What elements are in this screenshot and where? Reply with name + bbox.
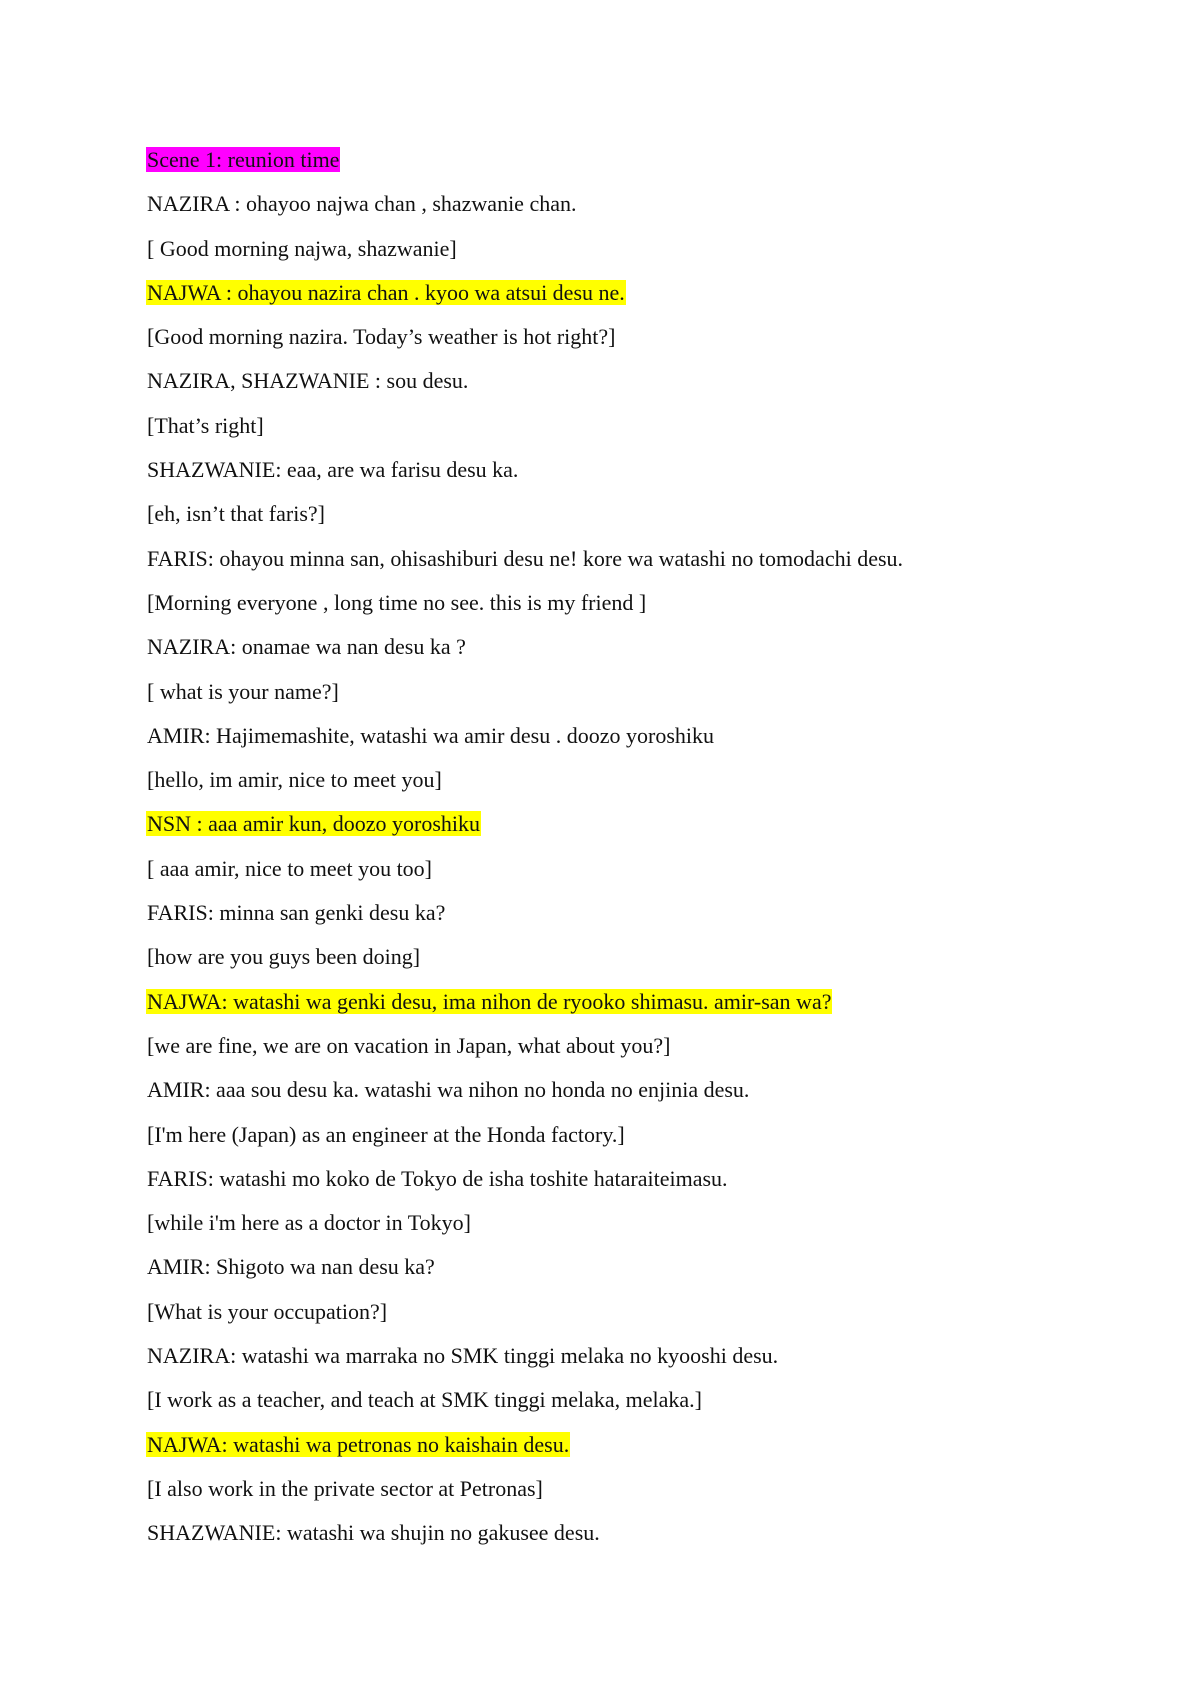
script-line-text: SHAZWANIE: watashi wa shujin no gakusee desu. <box>147 1520 600 1546</box>
script-line <box>146 1430 1106 1474</box>
script-line <box>146 942 1106 986</box>
script-line <box>146 588 1106 632</box>
script-line-text: [we are fine, we are on vacation in Japan, what about you?] <box>147 1032 671 1058</box>
script-line <box>146 898 1106 942</box>
script-line-text: NSN : aaa amir kun, doozo yoroshiku <box>147 811 480 837</box>
scene-heading <box>146 145 1106 189</box>
script-line <box>146 366 1106 410</box>
script-line-text: NAZIRA: onamae wa nan desu ka ? <box>147 634 466 660</box>
script-line-text: NAZIRA: watashi wa marraka no SMK tinggi melaka no kyooshi desu. <box>147 1343 779 1369</box>
script-line-text: NAZIRA, SHAZWANIE : sou desu. <box>147 368 469 394</box>
script-line <box>146 1031 1106 1075</box>
script-line-text: [how are you guys been doing] <box>147 944 421 970</box>
script-line-text: [I also work in the private sector at Petronas] <box>147 1475 543 1501</box>
script-line <box>146 721 1106 765</box>
script-line-text: [Good morning nazira. Today’s weather is hot right?] <box>147 324 616 350</box>
script-line <box>146 854 1106 898</box>
script-line-text: FARIS: minna san genki desu ka? <box>147 900 446 926</box>
script-line-text: [I'm here (Japan) as an engineer at the Honda factory.] <box>147 1121 625 1147</box>
script-line <box>146 809 1106 853</box>
script-line <box>146 1385 1106 1429</box>
script-line <box>146 1252 1106 1296</box>
script-line <box>146 1164 1106 1208</box>
script-line-text: SHAZWANIE: eaa, are wa farisu desu ka. <box>147 457 519 483</box>
script-line <box>146 322 1106 366</box>
script-line <box>146 1208 1106 1252</box>
script-line-text: FARIS: watashi mo koko de Tokyo de isha toshite hataraiteimasu. <box>147 1165 728 1191</box>
script-line-text: NAJWA: watashi wa genki desu, ima nihon de ryooko shimasu. amir-san wa? <box>147 988 832 1014</box>
script-line-text: [I work as a teacher, and teach at SMK tinggi melaka, melaka.] <box>147 1387 703 1413</box>
script-line <box>146 632 1106 676</box>
script-line <box>146 1120 1106 1164</box>
script-line <box>146 1297 1106 1341</box>
script-line-text: AMIR: aaa sou desu ka. watashi wa nihon no honda no enjinia desu. <box>147 1077 750 1103</box>
script-line-text: [ what is your name?] <box>147 678 339 704</box>
script-line <box>146 234 1106 278</box>
script-line <box>146 1075 1106 1119</box>
script-line-text: FARIS: ohayou minna san, ohisashiburi desu ne! kore wa watashi no tomodachi desu. <box>147 545 904 571</box>
script-line <box>146 677 1106 721</box>
script-line <box>146 765 1106 809</box>
script-line-text: [That’s right] <box>147 412 264 438</box>
script-line <box>146 1341 1106 1385</box>
script-line <box>146 499 1106 543</box>
script-line-text: AMIR: Hajimemashite, watashi wa amir desu . doozo yoroshiku <box>147 722 715 748</box>
script-line-text: [Morning everyone , long time no see. this is my friend ] <box>147 589 647 615</box>
script-line-text: NAJWA: watashi wa petronas no kaishain desu. <box>147 1431 570 1457</box>
script-line <box>146 278 1106 322</box>
scene-heading-text: Scene 1: reunion time <box>147 147 340 172</box>
script-line <box>146 544 1106 588</box>
script-line <box>146 455 1106 499</box>
script-line <box>146 411 1106 455</box>
script-line <box>146 1474 1106 1518</box>
script-line <box>146 1518 1106 1562</box>
script-line-text: AMIR: Shigoto wa nan desu ka? <box>147 1254 435 1280</box>
script-line-text: NAZIRA : ohayoo najwa chan , shazwanie chan. <box>147 191 577 217</box>
script-line-text: [while i'm here as a doctor in Tokyo] <box>147 1210 471 1236</box>
script-line-text: NAJWA : ohayou nazira chan . kyoo wa atsui desu ne. <box>147 279 625 305</box>
script-line-text: [ Good morning najwa, shazwanie] <box>147 235 457 261</box>
script-line-text: [hello, im amir, nice to meet you] <box>147 767 442 793</box>
script-line-text: [eh, isn’t that faris?] <box>147 501 325 527</box>
script-line-text: [ aaa amir, nice to meet you too] <box>147 855 433 881</box>
script-line-text: [What is your occupation?] <box>147 1298 388 1324</box>
script-text <box>146 145 1106 1563</box>
script-line <box>146 987 1106 1031</box>
script-line <box>146 189 1106 233</box>
